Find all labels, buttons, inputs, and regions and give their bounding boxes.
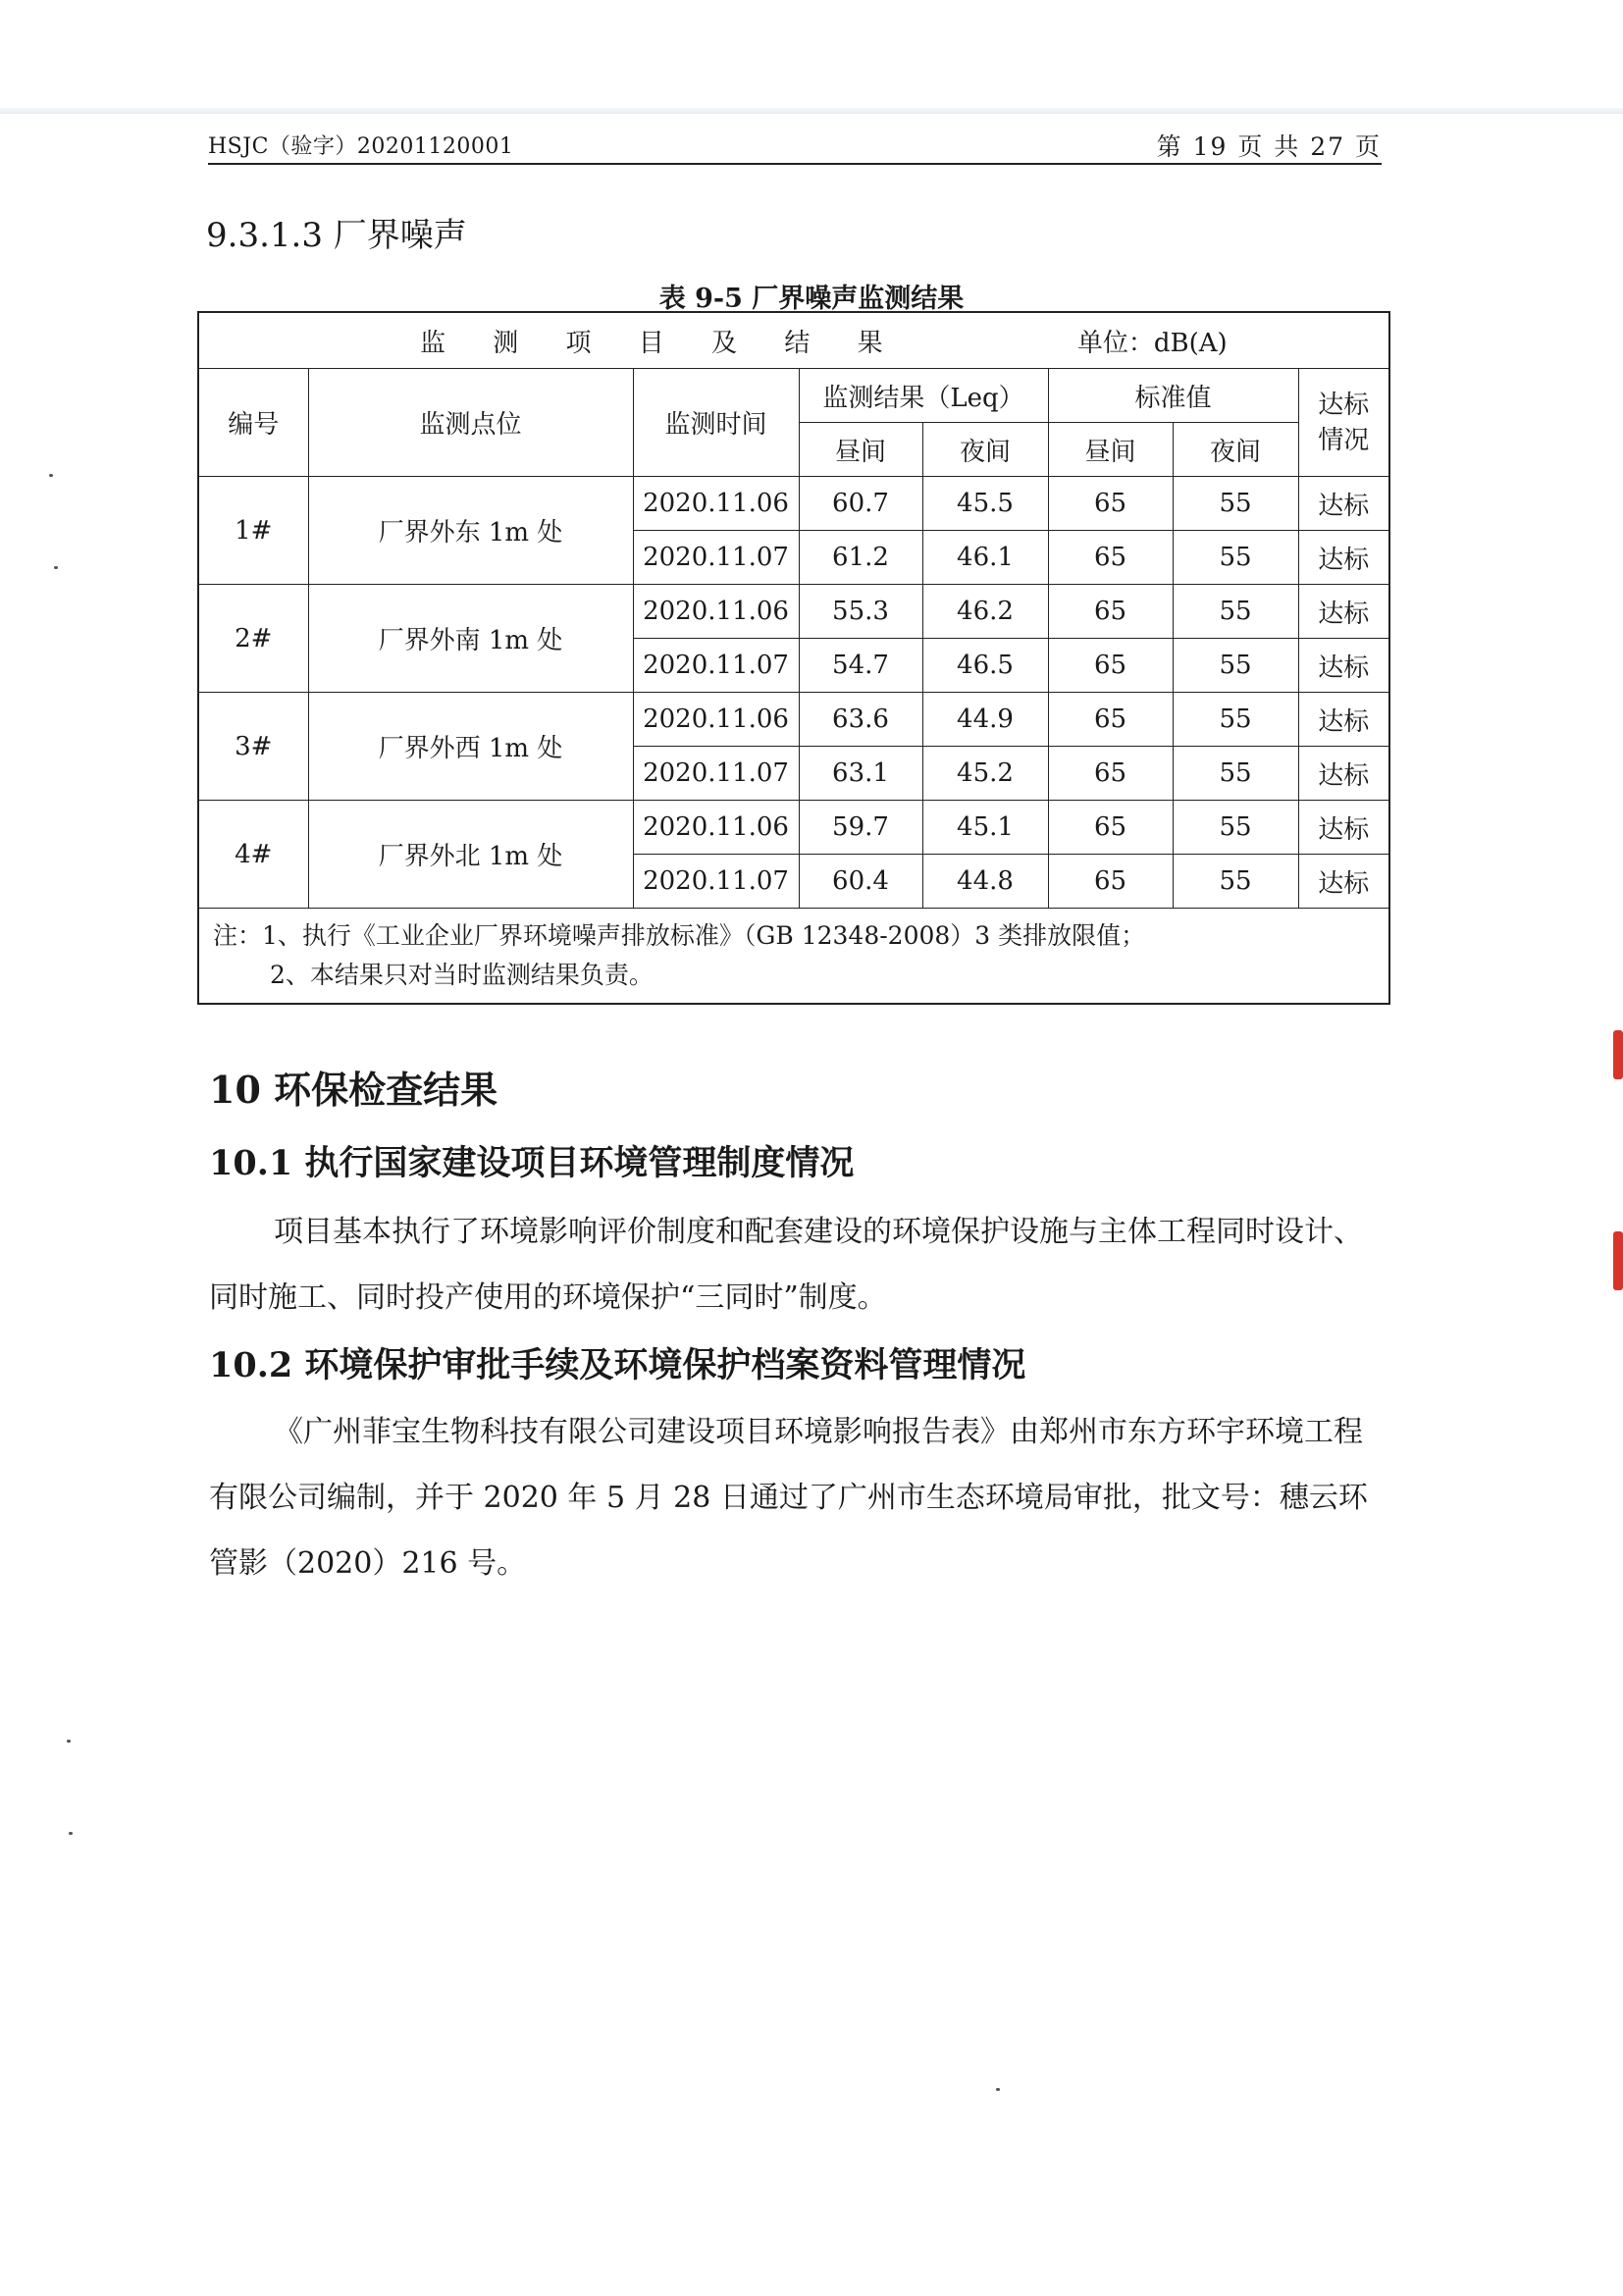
table-row [198, 693, 1389, 747]
cell-result-day: 61.2 [799, 531, 922, 585]
scan-speck [69, 1832, 73, 1835]
cell-standard-day: 65 [1048, 531, 1173, 585]
cell-standard-night: 55 [1173, 531, 1298, 585]
cell-standard-night: 55 [1173, 747, 1298, 801]
table-note-2: 2、本结果只对当时监测结果负责。 [270, 961, 654, 989]
cell-result-day: 60.7 [799, 477, 922, 531]
sub-header-standard-day: 昼间 [1048, 423, 1173, 477]
sub-header-result-day: 昼间 [799, 423, 922, 477]
sub-header-standard-night: 夜间 [1173, 423, 1298, 477]
cell-point-location: 厂界外西 1m 处 [308, 693, 633, 801]
scan-speck [67, 1740, 71, 1743]
scan-top-band [0, 108, 1623, 114]
paragraph-10-1-text: 项目基本执行了环境影响评价制度和配套建设的环境保护设施与主体工程同时设计、同时施工、同时投产使用的环境保护“三同时”制度。 [209, 1215, 1363, 1315]
scan-speck [49, 474, 53, 477]
cell-result-night: 45.1 [922, 801, 1048, 855]
section-heading-10-2: 10.2 环境保护审批手续及环境保护档案资料管理情况 [209, 1345, 1026, 1385]
col-header-point: 监测点位 [308, 369, 633, 477]
cell-result-day: 60.4 [799, 855, 922, 909]
cell-point-no: 2# [198, 585, 308, 693]
page-number: 第 19 页 共 27 页 [1156, 132, 1382, 161]
cell-status: 达标 [1298, 693, 1389, 747]
col-header-time: 监测时间 [633, 369, 799, 477]
cell-result-night: 46.5 [922, 639, 1048, 693]
table-note-1: 注：1、执行《工业企业厂界环境噪声排放标准》（GB 12348-2008）3 类排放限值； [213, 921, 1146, 950]
col-header-result: 监测结果（Leq） [799, 369, 1048, 423]
paragraph-10-2-text: 《广州菲宝生物科技有限公司建设项目环境影响报告表》由郑州市东方环宇环境工程有限公司编制，并于 2020 年 5 月 28 日通过了广州市生态环境局审批，批文号：穗云环管影（2020）216 号。 [209, 1415, 1368, 1581]
col-header-standard: 标准值 [1048, 369, 1298, 423]
sub-header-result-night: 夜间 [922, 423, 1048, 477]
cell-result-night: 46.2 [922, 585, 1048, 639]
table-row [198, 801, 1389, 855]
cell-standard-day: 65 [1048, 585, 1173, 639]
cell-date: 2020.11.07 [633, 747, 799, 801]
cell-standard-night: 55 [1173, 639, 1298, 693]
cell-standard-day: 65 [1048, 639, 1173, 693]
cell-point-no: 4# [198, 801, 308, 909]
table-notes [198, 909, 1389, 1005]
cell-standard-night: 55 [1173, 477, 1298, 531]
cell-status: 达标 [1298, 855, 1389, 909]
cell-result-day: 63.6 [799, 693, 922, 747]
cell-standard-night: 55 [1173, 693, 1298, 747]
scan-speck [996, 2088, 1000, 2091]
cell-date: 2020.11.06 [633, 477, 799, 531]
document-number: HSJC（验字）20201120001 [208, 134, 514, 159]
cell-status: 达标 [1298, 747, 1389, 801]
cell-standard-day: 65 [1048, 801, 1173, 855]
cell-standard-night: 55 [1173, 855, 1298, 909]
cell-point-no: 1# [198, 477, 308, 585]
cell-date: 2020.11.07 [633, 639, 799, 693]
cell-date: 2020.11.07 [633, 531, 799, 585]
cell-date: 2020.11.06 [633, 585, 799, 639]
cell-status: 达标 [1298, 639, 1389, 693]
col-header-no: 编号 [198, 369, 308, 477]
cell-result-night: 45.5 [922, 477, 1048, 531]
chapter-heading-10: 10 环保检查结果 [209, 1068, 498, 1112]
cell-standard-day: 65 [1048, 747, 1173, 801]
page-header [208, 126, 1382, 165]
table-caption: 表 9-5 厂界噪声监测结果 [658, 284, 965, 314]
table-headline-title: 监 测 项 目 及 结 果 [420, 328, 903, 358]
section-heading-10-1: 10.1 执行国家建设项目环境管理制度情况 [209, 1143, 855, 1183]
cell-status: 达标 [1298, 531, 1389, 585]
seal-edge-mark [1613, 1030, 1623, 1079]
cell-standard-day: 65 [1048, 855, 1173, 909]
table-row [198, 585, 1389, 639]
noise-results-table [197, 311, 1390, 1005]
section-heading-9-3-1-3: 9.3.1.3 厂界噪声 [206, 216, 467, 255]
table-headline [198, 312, 1389, 369]
cell-result-day: 59.7 [799, 801, 922, 855]
cell-point-location: 厂界外北 1m 处 [308, 801, 633, 909]
cell-result-night: 45.2 [922, 747, 1048, 801]
cell-result-day: 54.7 [799, 639, 922, 693]
cell-result-day: 63.1 [799, 747, 922, 801]
cell-date: 2020.11.07 [633, 855, 799, 909]
cell-result-night: 44.8 [922, 855, 1048, 909]
cell-result-day: 55.3 [799, 585, 922, 639]
cell-result-night: 46.1 [922, 531, 1048, 585]
col-header-status: 达标情况 [1298, 369, 1389, 477]
cell-date: 2020.11.06 [633, 693, 799, 747]
cell-point-no: 3# [198, 693, 308, 801]
cell-standard-day: 65 [1048, 477, 1173, 531]
table-row [198, 477, 1389, 531]
cell-standard-night: 55 [1173, 585, 1298, 639]
cell-status: 达标 [1298, 801, 1389, 855]
seal-edge-mark [1613, 1231, 1623, 1290]
cell-result-night: 44.9 [922, 693, 1048, 747]
cell-date: 2020.11.06 [633, 801, 799, 855]
cell-status: 达标 [1298, 585, 1389, 639]
cell-standard-night: 55 [1173, 801, 1298, 855]
cell-standard-day: 65 [1048, 693, 1173, 747]
cell-point-location: 厂界外南 1m 处 [308, 585, 633, 693]
scan-speck [54, 566, 58, 569]
table-unit: 单位：dB(A) [1076, 328, 1228, 358]
paragraph-10-1 [209, 1199, 1387, 1331]
paragraph-10-2 [209, 1399, 1387, 1596]
cell-point-location: 厂界外东 1m 处 [308, 477, 633, 585]
cell-status: 达标 [1298, 477, 1389, 531]
